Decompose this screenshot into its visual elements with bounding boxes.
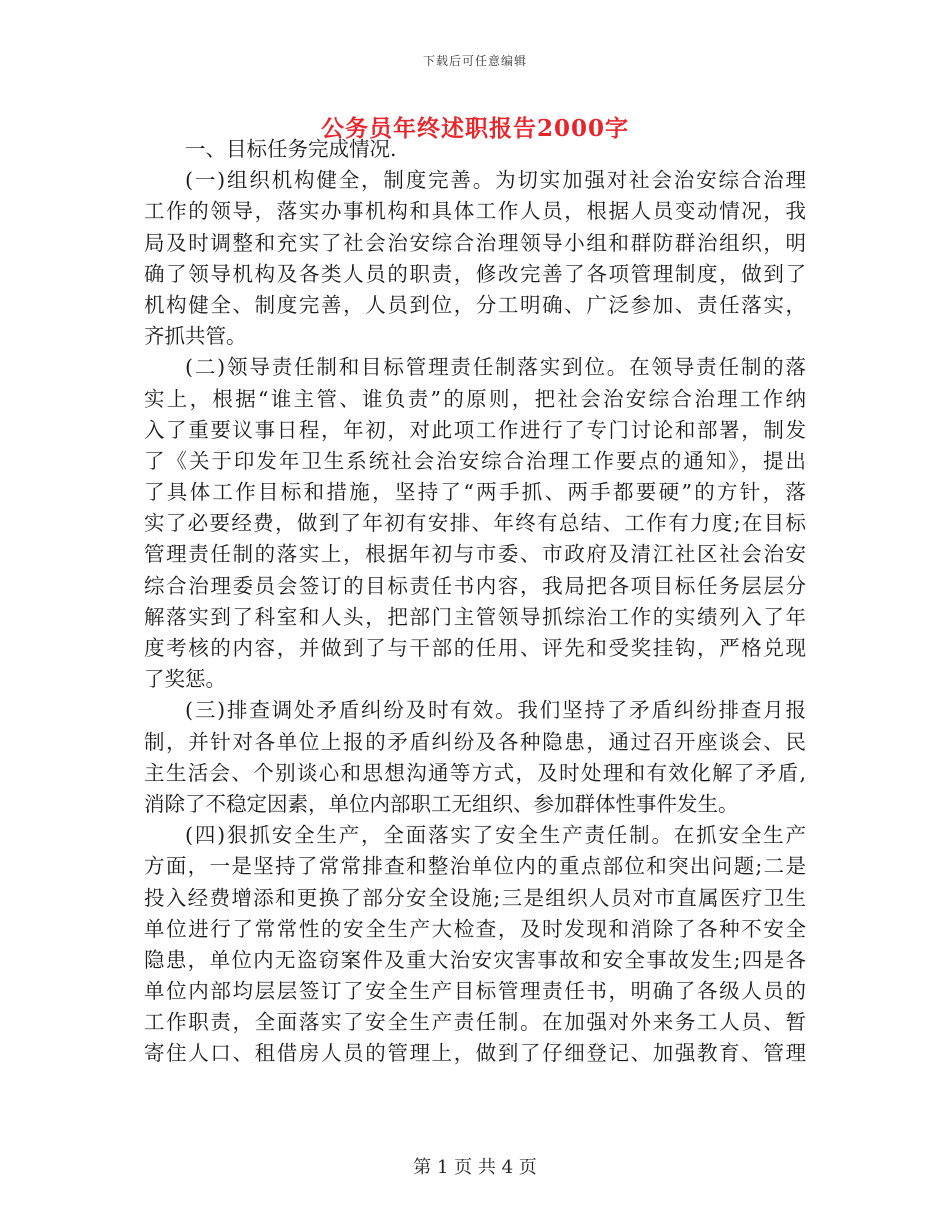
text-line: 机构健全、制度完善，人员到位，分工明确、广泛参加、责任落实， xyxy=(144,292,806,317)
text-line: 度考核的内容，并做到了与干部的任用、评先和受奖挂钩，严格兑现 xyxy=(144,636,806,660)
text-line: (二)领导责任制和目标管理责任制落实到位。在领导责任制的落 xyxy=(185,355,806,380)
text-line: 消除了不稳定因素，单位内部职工无组织、参加群体性事件发生。 xyxy=(144,791,739,816)
document-title: 公务员年终述职报告2000字 xyxy=(320,115,629,142)
text-line: 实了必要经费，做到了年初有安排、年终有总结、工作有力度;在目标 xyxy=(144,511,806,536)
text-line: 解落实到了科室和人头，把部门主管领导抓综治工作的实绩列入了年 xyxy=(144,604,806,629)
text-line: 入了重要议事日程，年初，对此项工作进行了专门讨论和部署，制发 xyxy=(144,417,806,442)
page-number-footer: 第 1 页 共 4 页 xyxy=(413,1157,537,1178)
text-line: 投入经费增添和更换了部分安全设施;三是组织人员对市直属医疗卫生 xyxy=(144,885,806,910)
text-line: 单位进行了常常性的安全生产大检查，及时发现和消除了各种不安全 xyxy=(144,916,806,941)
text-line: 工作职责，全面落实了安全生产责任制。在加强对外来务工人员、暂 xyxy=(144,1010,806,1035)
text-line: 单位内部均层层签订了安全生产目标管理责任书，明确了各级人员的 xyxy=(144,979,806,1004)
text-line: (四)狠抓安全生产，全面落实了安全生产责任制。在抓安全生产 xyxy=(185,823,806,848)
text-line: 了奖惩。 xyxy=(144,667,226,692)
text-line: 寄住人口、租借房人员的管理上，做到了仔细登记、加强教育、管理 xyxy=(144,1041,806,1066)
text-line: 了《关于印发年卫生系统社会治安综合治理工作要点的通知》，提出 xyxy=(144,448,806,473)
text-line: 了具体工作目标和措施，坚持了“两手抓、两手都要硬”的方针，落 xyxy=(144,480,806,505)
text-line: 局及时调整和充实了社会治安综合治理领导小组和群防群治组织，明 xyxy=(144,230,806,255)
text-line: 确了领导机构及各类人员的职责，修改完善了各项管理制度，做到了 xyxy=(144,261,806,286)
text-line: 一、目标任务完成情况. xyxy=(185,137,397,161)
text-line: 隐患，单位内无盗窃案件及重大治安灾害事故和安全事故发生;四是各 xyxy=(144,947,806,972)
text-line: 主生活会、个别谈心和思想沟通等方式，及时处理和有效化解了矛盾, xyxy=(144,760,806,785)
text-line: 实上，根据“谁主管、谁负责”的原则，把社会治安综合治理工作纳 xyxy=(144,386,806,411)
text-line: 齐抓共管。 xyxy=(144,324,247,349)
text-line: 综合治理委员会签订的目标责任书内容，我局把各项目标任务层层分 xyxy=(144,573,806,598)
document-body xyxy=(144,134,806,1070)
text-line: (三)排查调处矛盾纠纷及时有效。我们坚持了矛盾纠纷排查月报 xyxy=(185,698,806,723)
text-line: 制，并针对各单位上报的矛盾纠纷及各种隐患，通过召开座谈会、民 xyxy=(144,729,806,754)
text-line: 方面，一是坚持了常常排查和整治单位内的重点部位和突出问题;二是 xyxy=(144,854,806,879)
page-header-note: 下载后可任意编辑 xyxy=(422,54,527,68)
text-line: 工作的领导，落实办事机构和具体工作人员，根据人员变动情况，我 xyxy=(144,199,806,224)
text-line: 管理责任制的落实上，根据年初与市委、市政府及清江社区社会治安 xyxy=(144,542,806,567)
text-line: (一)组织机构健全，制度完善。为切实加强对社会治安综合治理 xyxy=(185,168,806,193)
